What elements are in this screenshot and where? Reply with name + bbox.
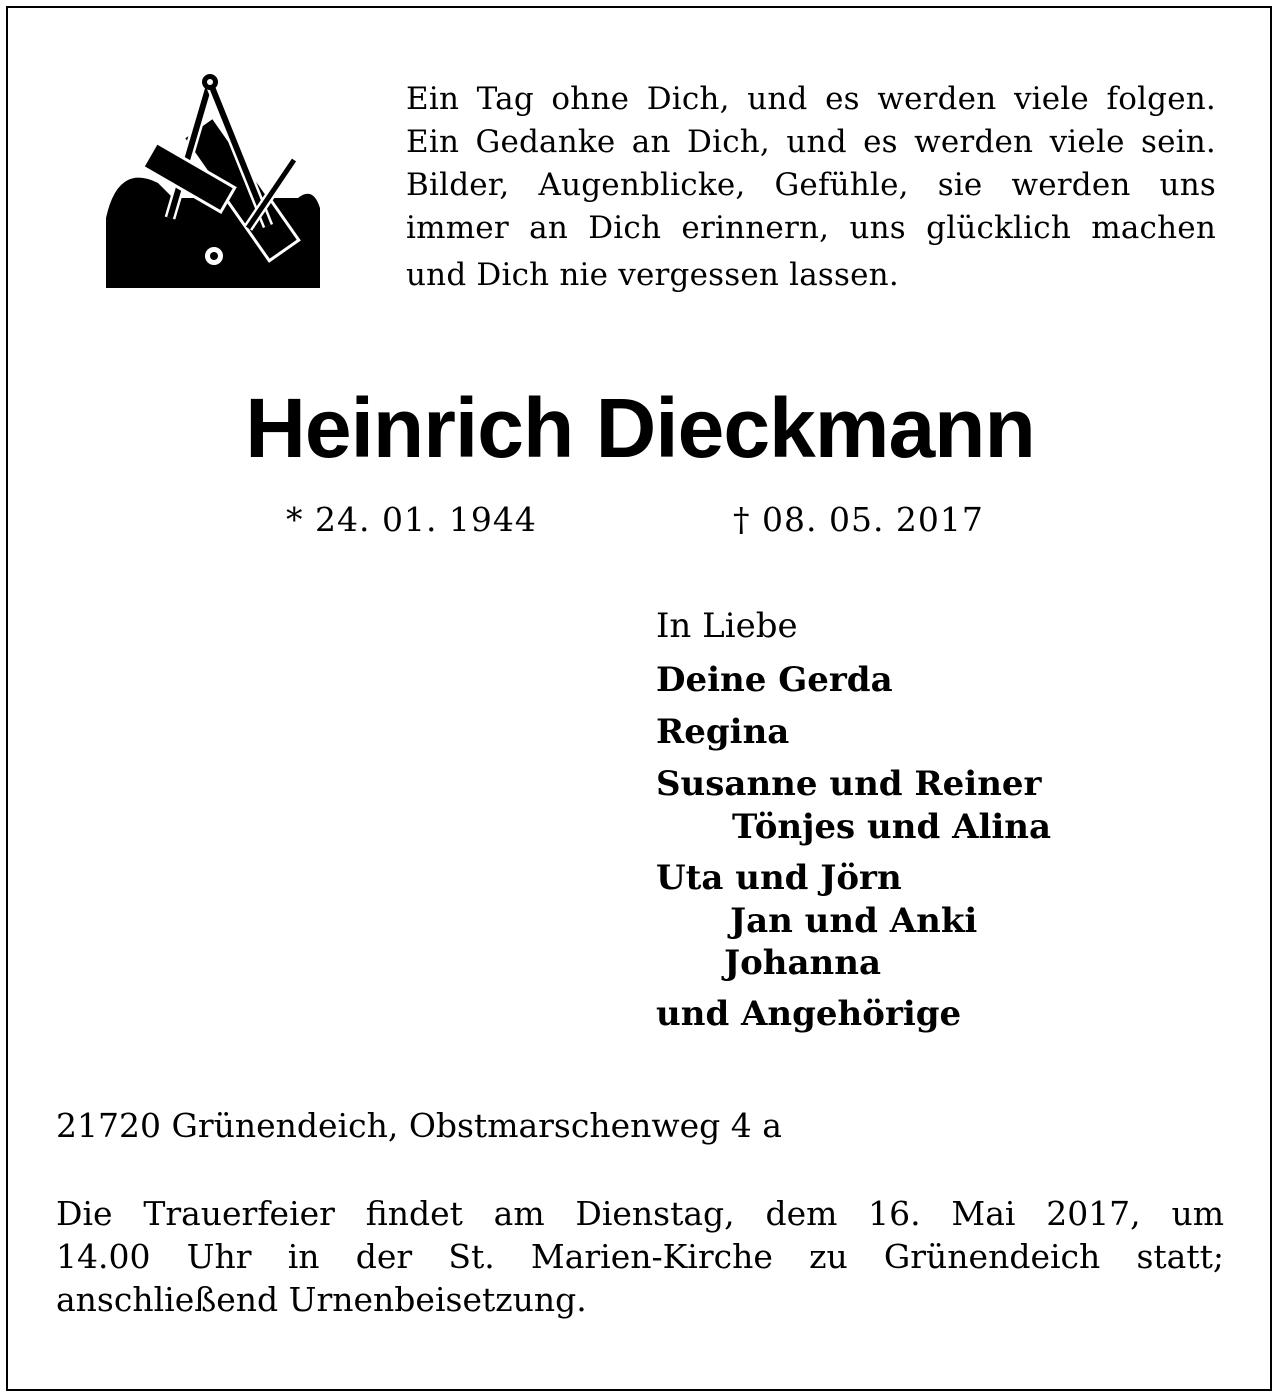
mourners-list: [656, 604, 1051, 1036]
mourners-intro: In Liebe: [656, 606, 798, 646]
death-date: † 08. 05. 2017: [733, 500, 984, 539]
poem-line: Ein Tag ohne Dich, und es werden viele folgen.: [406, 81, 1216, 117]
mourner-name: Deine Gerda: [656, 660, 893, 700]
service-line: anschließend Urnenbeisetzung.: [56, 1280, 587, 1319]
mourner-name: Uta und Jörn: [656, 858, 902, 898]
service-line: 14.00 Uhr in der St. Marien-Kirche zu Grünendeich statt;: [56, 1237, 1224, 1276]
poem: [406, 78, 1226, 297]
poem-line: Bilder, Augenblicke, Gefühle, sie werden uns: [406, 167, 1216, 203]
mourner-name: und Angehörige: [656, 994, 962, 1034]
mourner-name: Susanne und Reiner: [656, 764, 1042, 804]
mourner-name: Tönjes und Alina: [732, 807, 1052, 847]
poem-line: und Dich nie vergessen lassen.: [406, 257, 899, 293]
carpenter-tools-icon: [98, 68, 328, 300]
birth-date: * 24. 01. 1944: [286, 500, 537, 539]
service-notice: [56, 1192, 1226, 1321]
mourner-name: Johanna: [724, 943, 881, 983]
poem-line: Ein Gedanke an Dich, und es werden viele sein.: [406, 124, 1216, 160]
service-line: Die Trauerfeier findet am Dienstag, dem 16. Mai 2017, um: [56, 1194, 1224, 1233]
address: 21720 Grünendeich, Obstmarschenweg 4 a: [56, 1106, 782, 1145]
deceased-name: Heinrich Dieckmann: [245, 381, 1035, 475]
mourner-name: Jan und Anki: [730, 901, 978, 941]
mourner-name: Regina: [656, 712, 790, 752]
poem-line: immer an Dich erinnern, uns glücklich machen: [406, 210, 1216, 246]
